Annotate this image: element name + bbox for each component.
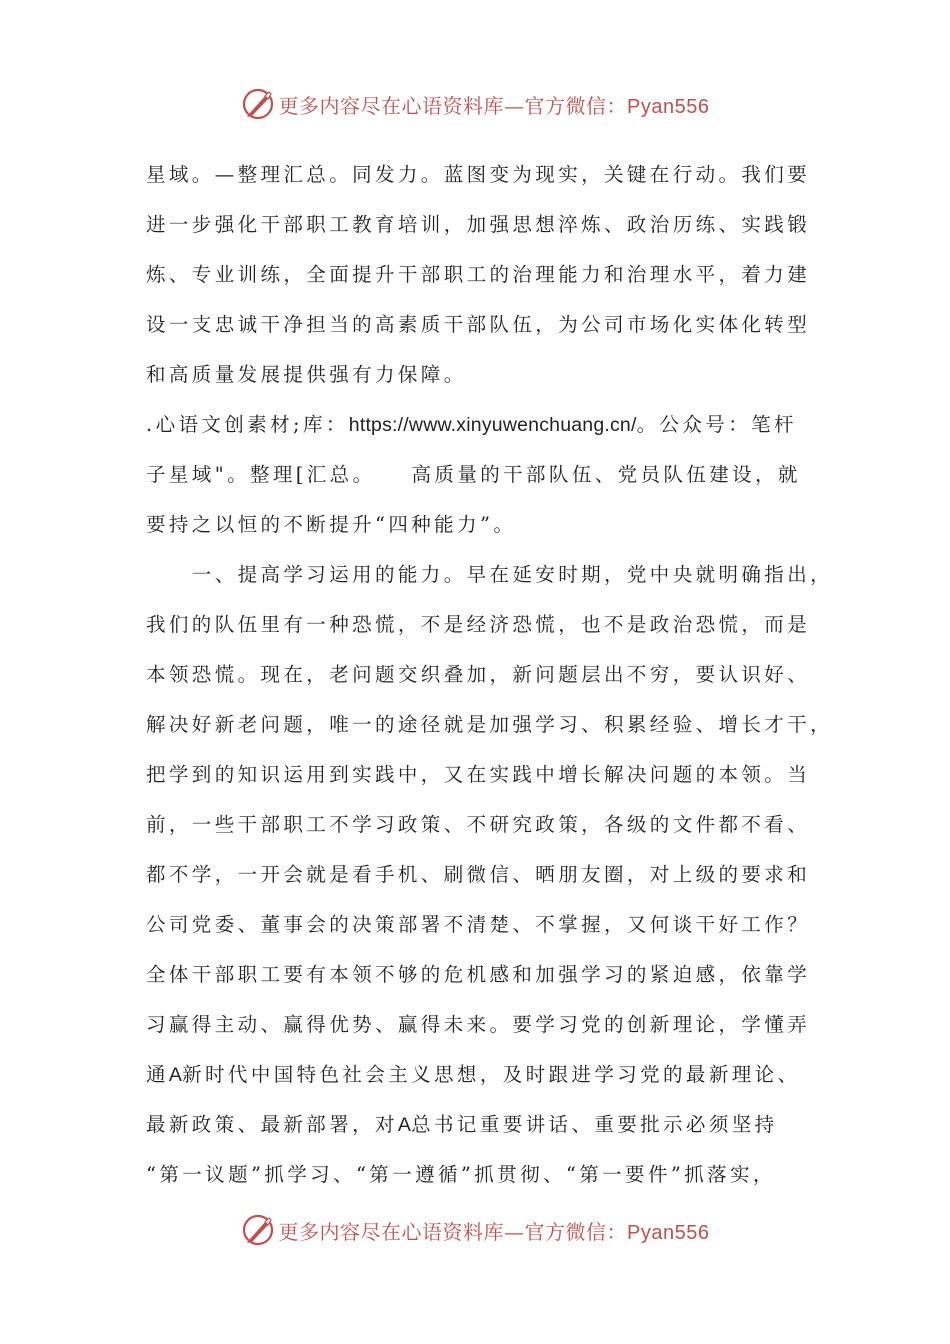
body-line: 炼、专业训练，全面提升干部职工的治理能力和治理水平，着力建 bbox=[146, 263, 811, 286]
body-line: 进一步强化干部职工教育培训，加强思想淬炼、政治历练、实践锻 bbox=[146, 213, 811, 236]
header-wechat-id: Pyan556 bbox=[627, 95, 710, 118]
body-line: 前，一些干部职工不学习政策、不研究政策，各级的文件都不看、 bbox=[146, 813, 811, 836]
body-line: 星域。—整理汇总。同发力。蓝图变为现实，关键在行动。我们要 bbox=[146, 163, 811, 186]
body-line: .心语文创素材;库：https://www.xinyuwenchuang.cn/。公众号：笔杆 bbox=[146, 413, 797, 436]
header-brand-text: 更多内容尽在心语资料库—官方微信：Pyan556 bbox=[278, 93, 710, 118]
body-line: 把学到的知识运用到实践中，又在实践中增长解决问题的本领。当 bbox=[146, 763, 811, 786]
pen-logo-icon bbox=[241, 1213, 275, 1247]
pen-logo-icon bbox=[241, 87, 275, 121]
body-line: 和高质量发展提供强有力保障。 bbox=[146, 363, 467, 386]
body-line: 一、提高学习运用的能力。早在延安时期，党中央就明确指出， bbox=[146, 563, 834, 586]
website-url: https://www.xinyuwenchuang.cn/ bbox=[348, 414, 637, 436]
body-line: 解决好新老问题，唯一的途径就是加强学习、积累经验、增长才干， bbox=[146, 713, 834, 736]
footer-wechat-id: Pyan556 bbox=[627, 1221, 710, 1244]
body-line: 习赢得主动、赢得优势、赢得未来。要学习党的创新理论，学懂弄 bbox=[146, 1013, 811, 1036]
body-line: 最新政策、最新部署，对A总书记重要讲话、重要批示必须坚持 bbox=[146, 1113, 778, 1136]
body-line: 要持之以恒的不断提升“四种能力”。 bbox=[146, 513, 517, 536]
body-line: 本领恐慌。现在，老问题交织叠加，新问题层出不穷，要认识好、 bbox=[146, 663, 811, 686]
body-line: 都不学，一开会就是看手机、刷微信、晒朋友圈，对上级的要求和 bbox=[146, 863, 811, 886]
footer-brand-text: 更多内容尽在心语资料库—官方微信：Pyan556 bbox=[278, 1219, 710, 1244]
body-line: 我们的队伍里有一种恐慌，不是经济恐慌，也不是政治恐慌，而是 bbox=[146, 613, 811, 636]
body-line: 全体干部职工要有本领不够的危机感和加强学习的紧迫感，依靠学 bbox=[146, 963, 811, 986]
document-body bbox=[146, 150, 834, 1200]
body-line: 设一支忠诚干净担当的高素质干部队伍，为公司市场化实体化转型 bbox=[146, 313, 811, 336]
body-line: 公司党委、董事会的决策部署不清楚、不掌握，又何谈干好工作？ bbox=[146, 913, 811, 936]
footer-banner bbox=[0, 1210, 950, 1250]
body-line: “第一议题”抓学习、“第一遵循”抓贯彻、“第一要件”抓落实， bbox=[146, 1163, 776, 1186]
body-line: 子星域"。整理[汇总。 高质量的干部队伍、党员队伍建设，就 bbox=[146, 463, 801, 486]
body-line: 通A新时代中国特色社会主义思想，及时跟进学习党的最新理论、 bbox=[146, 1063, 801, 1086]
header-banner bbox=[0, 84, 950, 124]
